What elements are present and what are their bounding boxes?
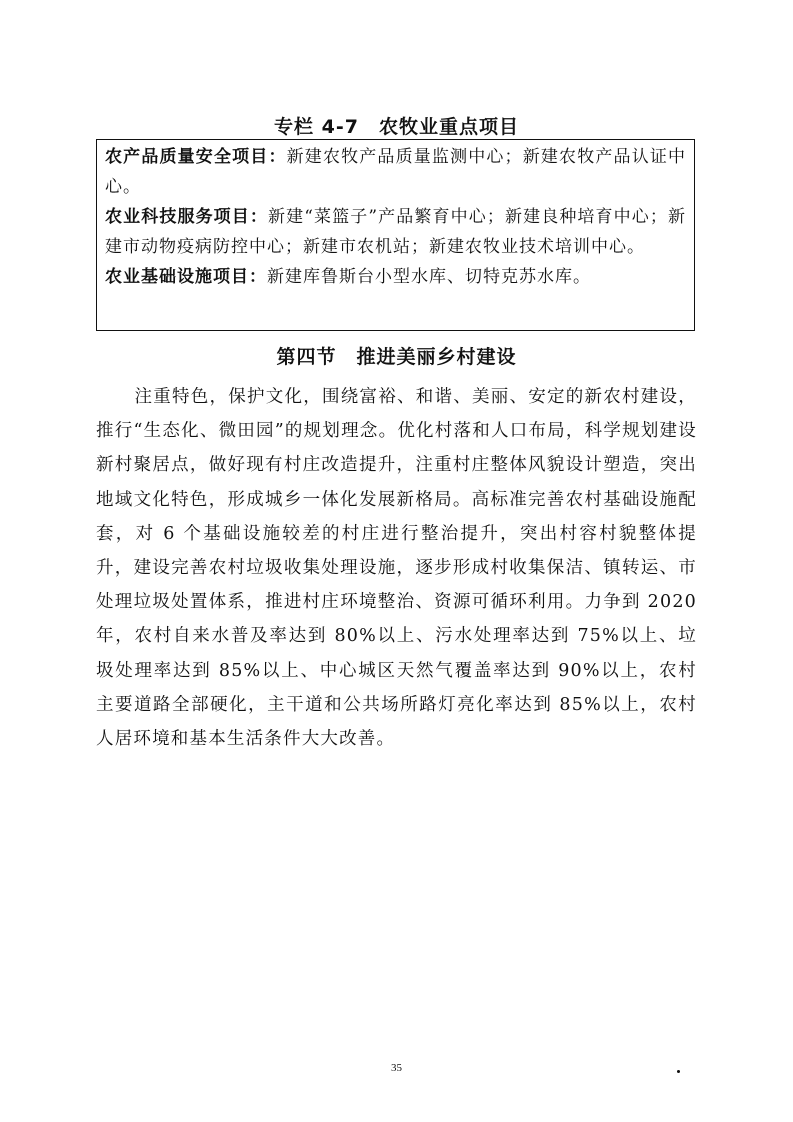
box-entry-quality-safety [105, 142, 686, 202]
dot-mark [677, 1070, 680, 1073]
entry-label: 农业基础设施项目： [105, 267, 267, 287]
page-number: 35 [391, 1062, 402, 1074]
entry-label: 农业科技服务项目： [105, 207, 269, 227]
entry-text: 新建库鲁斯台小型水库、切特克苏水库。 [267, 267, 591, 287]
box-title: 专栏 4-7 农牧业重点项目 [274, 116, 519, 138]
entry-label: 农产品质量安全项目： [105, 147, 287, 167]
box-entry-tech-service [105, 202, 686, 262]
entry-text: 新建“菜篮子”产品繁育中心；新建良种培育中心；新建市动物疫病防控中心；新建市农机站；新建农牧业技术培训中心。 [105, 207, 686, 257]
box-entry-infrastructure [105, 262, 686, 292]
body-paragraph: 注重特色，保护文化，围绕富裕、和谐、美丽、安定的新农村建设，推行“生态化、微田园”的规划理念。优化村落和人口布局，科学规划建设新村聚居点，做好现有村庄改造提升，注重村庄整体风貌设计塑造，突出地域文化特色，形成城乡一体化发展新格局。高标准完善农村基础设施配套，对 6 个基础设施较差的村庄进行整治提升，突出村容村貌整体提升，建设完善农村垃圾收集处理设施，逐步形成村收集保洁、镇转运、市处理垃圾处置体系，推进村庄环境整治、资源可循环利用。力争到 2020 年，农村自来水普及率达到 80%以上、污水处理率达到 75%以上、垃圾处理率达到 85%以上、中心城区天然气覆盖率达到 90%以上，农村主要道路全部硬化，主干道和公共场所路灯亮化率达到 85%以上，农村人居环境和基本生活条件大大改善。 [96, 387, 697, 750]
project-box [96, 139, 695, 331]
entry-text: 新建农牧产品质量监测中心；新建农牧产品认证中心。 [105, 147, 687, 197]
section-heading: 第四节 推进美丽乡村建设 [276, 346, 517, 368]
